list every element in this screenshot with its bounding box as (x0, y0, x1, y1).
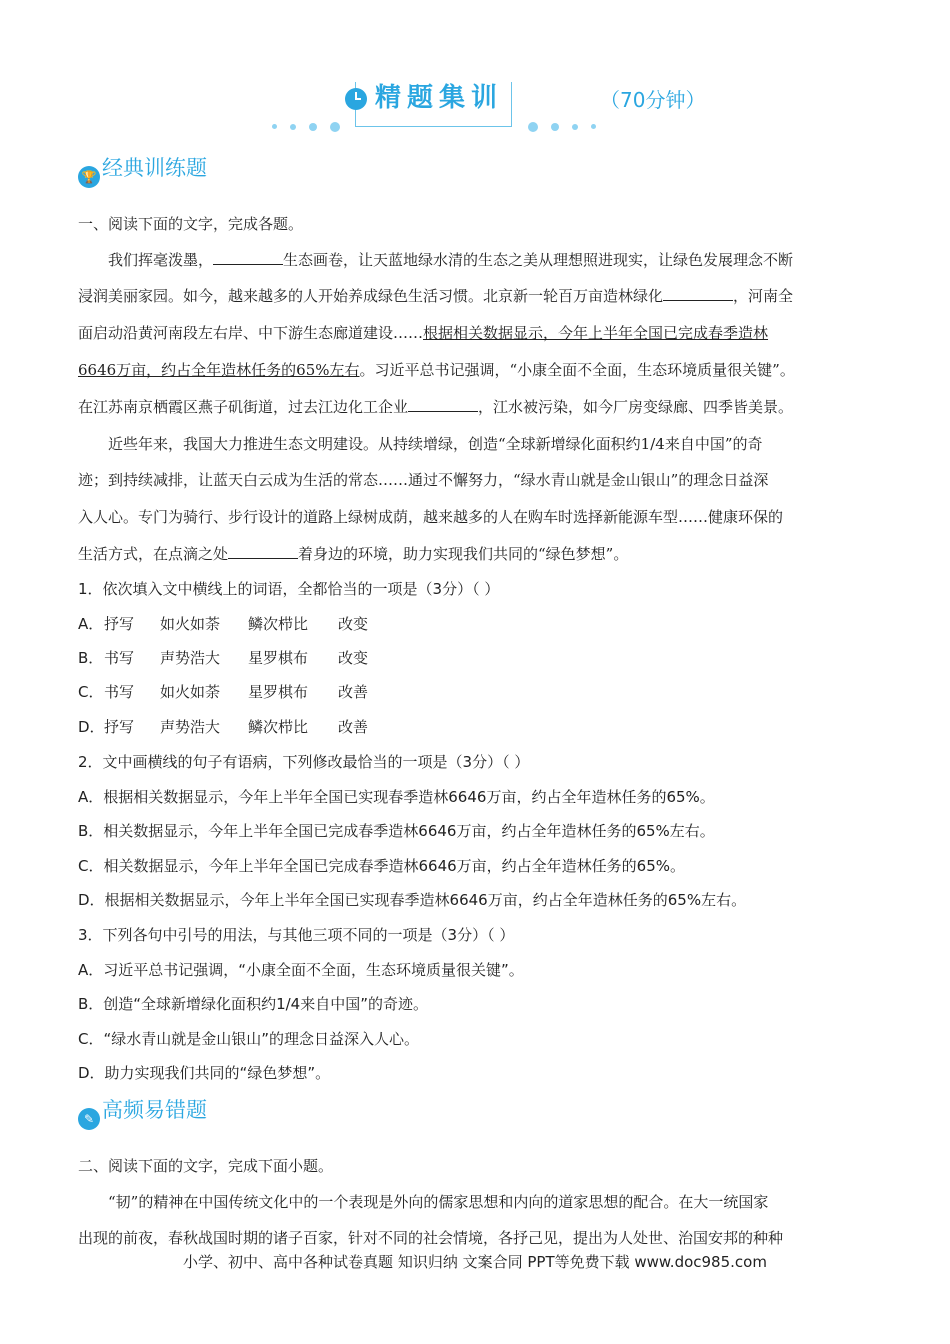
error-mark-icon: ✎ (78, 1108, 100, 1130)
answer-blank (663, 286, 733, 301)
sub-question-2-option: A．根据相关数据显示，今年上半年全国已实现春季造林6646万亩，约占全年造林任务的65%。 (78, 788, 715, 806)
passage-line: “韧”的精神在中国传统文化中的一个表现是外向的儒家思想和内向的道家思想的配合。在大一统国家 (108, 1193, 769, 1211)
footer-note: 小学、初中、高中各种试卷真题 知识归纳 文案合同 PPT等免费下载 www.doc985.com (183, 1253, 767, 1271)
underlined-sentence: 6646万亩，约占全年造林任务的65%左右 (78, 361, 360, 379)
clock-icon (345, 88, 367, 110)
sub-question-1-option: A．抒写 如火如荼 鳞次栉比 改变 (78, 615, 369, 633)
sub-question-2-option: B．相关数据显示，今年上半年全国已完成春季造林6646万亩，约占全年造林任务的65%左右。 (78, 822, 715, 840)
sub-question-2-stem: 2．文中画横线的句子有语病，下列修改最恰当的一项是（3分）（ ） (78, 753, 530, 771)
sub-question-3-stem: 3．下列各句中引号的用法，与其他三项不同的一项是（3分）（ ） (78, 926, 515, 944)
sub-question-3-option: B．创造“全球新增绿化面积约1/4来自中国”的奇迹。 (78, 995, 428, 1013)
question-two-heading: 二、阅读下面的文字，完成下面小题。 (78, 1157, 334, 1175)
sub-question-1-stem: 1．依次填入文中横线上的词语，全都恰当的一项是（3分）（ ） (78, 580, 500, 598)
sub-question-2-option: D．根据相关数据显示，今年上半年全国已实现春季造林6646万亩，约占全年造林任务的65%左右。 (78, 891, 747, 909)
title-block (345, 78, 515, 126)
sub-question-2-option: C．相关数据显示，今年上半年全国已完成春季造林6646万亩，约占全年造林任务的65%。 (78, 857, 685, 875)
passage-line: 面启动沿黄河南段左右岸、中下游生态廊道建设……根据相关数据显示，今年上半年全国已完成春季造林 (78, 324, 769, 342)
passage-line: 我们挥毫泼墨， 生态画卷，让天蓝地绿水清的生态之美从理想照进现实，让绿色发展理念不断 (108, 251, 794, 269)
sub-question-1-option: C．书写 如火如荼 星罗棋布 改善 (78, 683, 369, 701)
sub-question-3-option: A．习近平总书记强调，“小康全面不全面，生态环境质量很关键”。 (78, 961, 524, 979)
duration-label: （70分钟） (600, 88, 706, 112)
passage-line: 出现的前夜，春秋战国时期的诸子百家，针对不同的社会情境，各抒己见，提出为人处世、治国安邦的种种 (78, 1229, 784, 1247)
sub-question-1-option: B．书写 声势浩大 星罗棋布 改变 (78, 649, 369, 667)
right-dots (528, 116, 604, 135)
passage-line: 浸润美丽家园。如今，越来越多的人开始养成绿色生活习惯。北京新一轮百万亩造林绿化 ，河南全 (78, 287, 794, 305)
question-one-heading: 一、阅读下面的文字，完成各题。 (78, 215, 304, 233)
page-title: 精题集训 (371, 82, 507, 114)
sub-question-1-option: D．抒写 声势浩大 鳞次栉比 改善 (78, 718, 369, 736)
answer-blank (228, 544, 298, 559)
left-dots (272, 116, 348, 135)
passage-line: 生活方式，在点滴之处 着身边的环境，助力实现我们共同的“绿色梦想”。 (78, 545, 629, 563)
passage-line: 在江苏南京栖霞区燕子矶街道，过去江边化工企业 ，江水被污染，如今厂房变绿廊、四季皆美景。 (78, 398, 794, 416)
passage-line: 近些年来，我国大力推进生态文明建设。从持续增绿，创造“全球新增绿化面积约1/4来自中国”的奇 (108, 435, 763, 453)
passage-line: 迹；到持续减排，让蓝天白云成为生活的常态……通过不懈努力，“绿水青山就是金山银山”的理念日益深 (78, 471, 769, 489)
section-title-classic: 经典训练题 (102, 156, 207, 180)
page-header (0, 70, 950, 130)
answer-blank (213, 250, 283, 265)
underlined-sentence: 根据相关数据显示，今年上半年全国已完成春季造林 (423, 324, 769, 342)
passage-line: 6646万亩，约占全年造林任务的65%左右。习近平总书记强调，“小康全面不全面，生态环境质量很关键”。 (78, 361, 795, 379)
trophy-icon: 🏆 (78, 166, 100, 188)
sub-question-3-option: C．“绿水青山就是金山银山”的理念日益深入人心。 (78, 1030, 420, 1048)
section-title-frequent: 高频易错题 (102, 1098, 207, 1122)
passage-line: 入人心。专门为骑行、步行设计的道路上绿树成荫，越来越多的人在购车时选择新能源车型……健康环保的 (78, 508, 784, 526)
answer-blank (408, 397, 478, 412)
sub-question-3-option: D．助力实现我们共同的“绿色梦想”。 (78, 1064, 331, 1082)
